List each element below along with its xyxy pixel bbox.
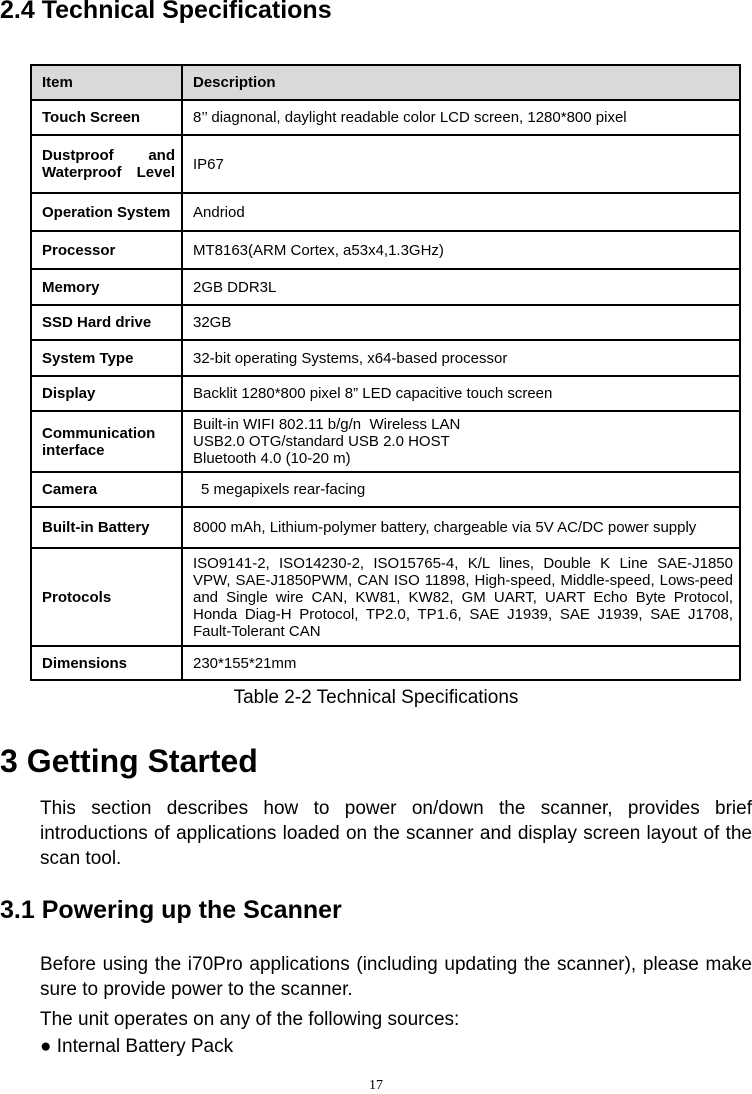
table-row bbox=[31, 507, 740, 548]
table-row bbox=[31, 193, 740, 231]
row-description: IP67 bbox=[182, 135, 740, 193]
row-item: Display bbox=[31, 376, 182, 411]
table-caption: Table 2-2 Technical Specifications bbox=[233, 687, 519, 708]
table-row bbox=[31, 100, 740, 135]
table-row bbox=[31, 340, 740, 376]
row-description: 8’’ diagnonal, daylight readable color LCD screen, 1280*800 pixel bbox=[182, 100, 740, 135]
table-header-row bbox=[31, 65, 740, 100]
page-number: 17 bbox=[369, 1078, 383, 1093]
row-item: Touch Screen bbox=[31, 100, 182, 135]
section-3-1-paragraph: The unit operates on any of the following sources: bbox=[40, 1009, 460, 1030]
row-item: Protocols bbox=[31, 548, 182, 646]
header-description: Description bbox=[182, 65, 740, 100]
description-line: Built-in WIFI 802.11 b/g/n Wireless LAN bbox=[193, 416, 461, 433]
row-item: Built-in Battery bbox=[31, 507, 182, 548]
row-item: Memory bbox=[31, 269, 182, 305]
row-description: 2GB DDR3L bbox=[182, 269, 740, 305]
section-2-4-title: 2.4 Technical Specifications bbox=[0, 0, 332, 24]
technical-specifications-table bbox=[30, 64, 741, 681]
row-item: Operation System bbox=[31, 193, 182, 231]
row-item: System Type bbox=[31, 340, 182, 376]
table-row bbox=[31, 135, 740, 193]
row-description: 32GB bbox=[182, 305, 740, 340]
row-item: SSD Hard drive bbox=[31, 305, 182, 340]
row-item: Communication interface bbox=[31, 411, 182, 472]
section-3-body: This section describes how to power on/down the scanner, provides brief introductions of applications loaded on the scanner and display screen layout of the scan tool. bbox=[40, 798, 752, 869]
table-row bbox=[31, 231, 740, 269]
row-item: Dimensions bbox=[31, 646, 182, 680]
row-description: ISO9141-2, ISO14230-2, ISO15765-4, K/L lines, Double K Line SAE-J1850 VPW, SAE-J1850PWM, CAN ISO 11898, High-speed, Middle-speed, Lows-peed and Single wire CAN, KW81, KW82, GM UART, UART Echo Byte Protocol, Honda Diag-H Protocol, TP2.0, TP1.6, SAE J1939, SAE J1939, SAE J1708, Fault-Tolerant CAN bbox=[182, 548, 740, 646]
row-description: MT8163(ARM Cortex, a53x4,1.3GHz) bbox=[182, 231, 740, 269]
table-row bbox=[31, 472, 740, 507]
table-row bbox=[31, 548, 740, 646]
row-item: Camera bbox=[31, 472, 182, 507]
row-item: Processor bbox=[31, 231, 182, 269]
section-3-title: 3 Getting Started bbox=[0, 743, 258, 779]
description-line: Bluetooth 4.0 (10-20 m) bbox=[193, 450, 351, 467]
table-row bbox=[31, 646, 740, 680]
bullet-item: ● Internal Battery Pack bbox=[40, 1036, 234, 1057]
header-item: Item bbox=[31, 65, 182, 100]
section-3-1-paragraph: Before using the i70Pro applications (including updating the scanner), please make sure to provide power to the scanner. bbox=[40, 954, 752, 1000]
row-description: 32-bit operating Systems, x64-based processor bbox=[182, 340, 740, 376]
row-description bbox=[182, 411, 740, 472]
description-line: USB2.0 OTG/standard USB 2.0 HOST bbox=[193, 433, 450, 450]
table-row bbox=[31, 376, 740, 411]
row-description: Backlit 1280*800 pixel 8” LED capacitive touch screen bbox=[182, 376, 740, 411]
table-row bbox=[31, 305, 740, 340]
row-description: 8000 mAh, Lithium-polymer battery, chargeable via 5V AC/DC power supply bbox=[182, 507, 740, 548]
row-item: Dustproof and Waterproof Level bbox=[31, 135, 182, 193]
row-description: 5 megapixels rear-facing bbox=[182, 472, 740, 507]
table-row bbox=[31, 411, 740, 472]
row-description: 230*155*21mm bbox=[182, 646, 740, 680]
table-row bbox=[31, 269, 740, 305]
section-3-1-title: 3.1 Powering up the Scanner bbox=[0, 896, 342, 924]
row-description: Andriod bbox=[182, 193, 740, 231]
